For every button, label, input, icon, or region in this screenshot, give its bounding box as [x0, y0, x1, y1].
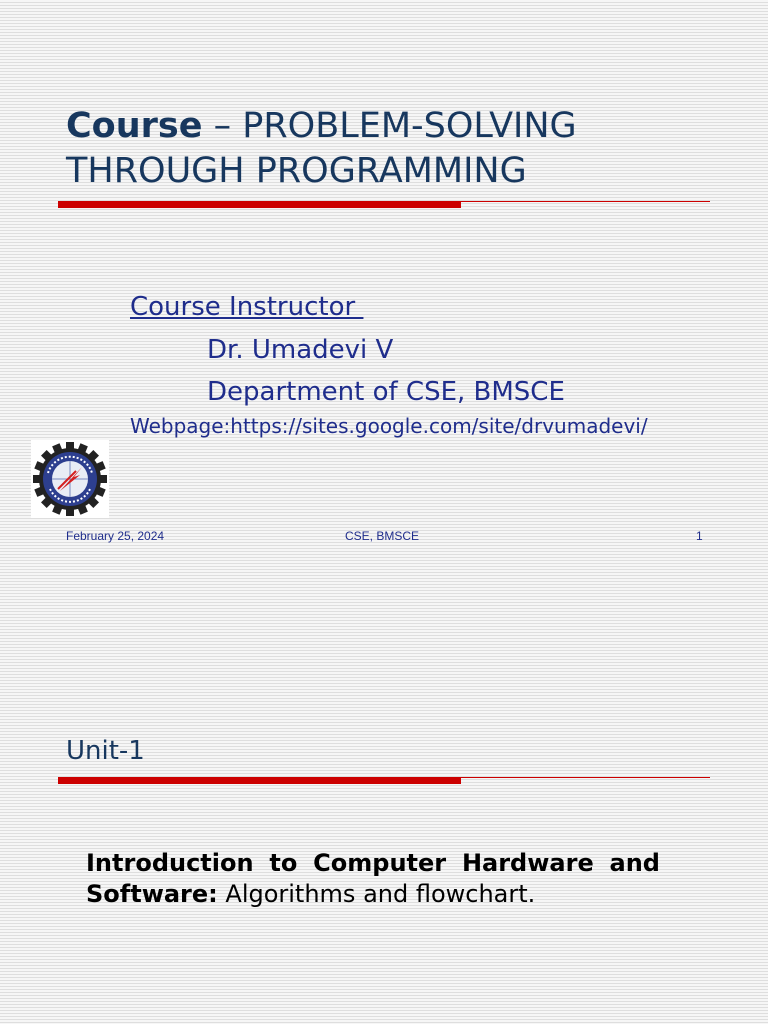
topic-description: Algorithms and flowchart. — [217, 880, 536, 908]
title-course-word: Course — [66, 106, 203, 146]
instructor-label: Course Instructor — [130, 292, 364, 322]
slide-2 — [0, 560, 768, 1024]
unit-underline-thick — [58, 777, 461, 784]
slide-title — [66, 104, 726, 194]
footer-date: February 25, 2024 — [66, 529, 165, 543]
title-course-name: – PROBLEM-SOLVING THROUGH PROGRAMMING — [66, 106, 577, 191]
title-underline-thick — [58, 201, 461, 208]
instructor-webpage: Webpage:https://sites.google.com/site/drvumadevi/ — [130, 414, 648, 438]
footer-page-number: 1 — [696, 529, 703, 543]
topic-heading: Introduction to Computer Hardware and Software: — [86, 849, 660, 908]
instructor-name: Dr. Umadevi V — [207, 335, 394, 365]
footer-center: CSE, BMSCE — [345, 529, 420, 543]
college-emblem-gear-icon — [31, 440, 109, 518]
unit-topic — [86, 848, 660, 910]
instructor-department: Department of CSE, BMSCE — [207, 377, 565, 407]
unit-title: Unit-1 — [66, 736, 145, 766]
title-underline-thin — [461, 201, 710, 202]
unit-underline-thin — [461, 777, 710, 778]
